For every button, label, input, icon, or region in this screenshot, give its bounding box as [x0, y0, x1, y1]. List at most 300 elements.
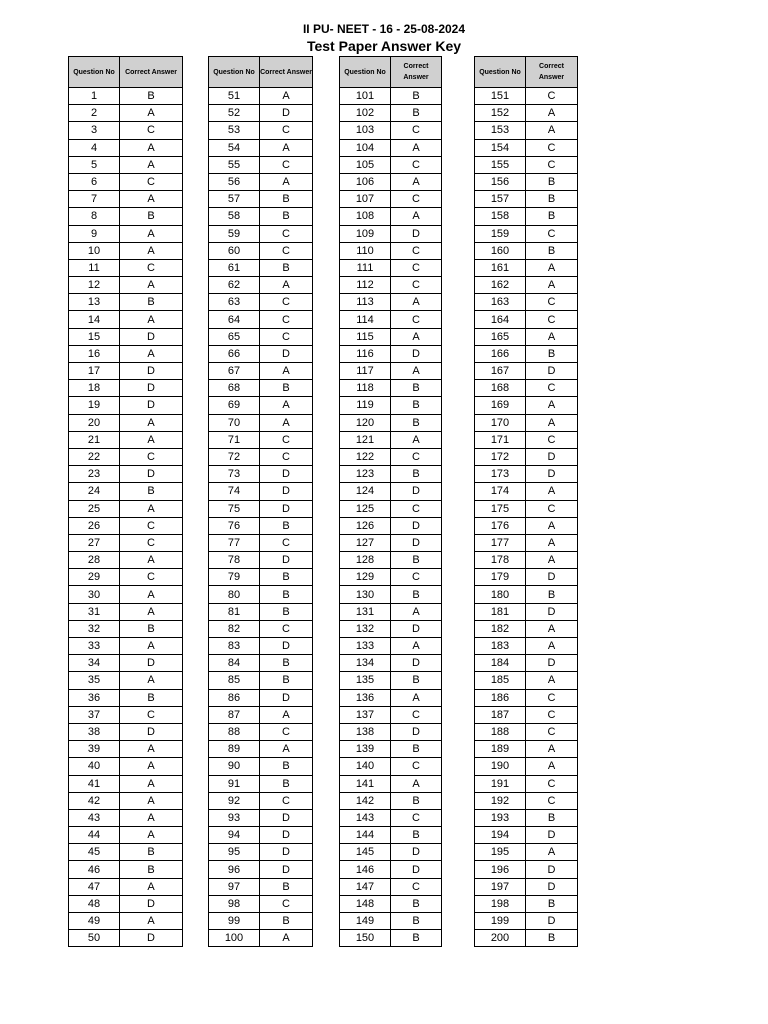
correct-answer-cell: B	[120, 861, 183, 878]
question-number-cell: 44	[69, 827, 120, 844]
correct-answer-cell: C	[391, 259, 442, 276]
table-row	[475, 294, 578, 311]
correct-answer-cell: A	[260, 363, 313, 380]
table-row	[69, 620, 183, 637]
question-number-cell: 107	[340, 191, 391, 208]
correct-answer-cell: A	[391, 603, 442, 620]
correct-answer-cell: A	[120, 139, 183, 156]
correct-answer-cell: A	[526, 483, 578, 500]
question-number-cell: 49	[69, 913, 120, 930]
question-number-cell: 77	[209, 534, 260, 551]
correct-answer-cell: A	[526, 620, 578, 637]
table-row	[209, 380, 313, 397]
table-row	[69, 500, 183, 517]
question-number-cell: 2	[69, 105, 120, 122]
table-row	[475, 586, 578, 603]
table-row	[475, 723, 578, 740]
correct-answer-cell: D	[260, 345, 313, 362]
question-number-cell: 100	[209, 930, 260, 947]
correct-answer-cell: A	[260, 139, 313, 156]
table-row	[340, 277, 442, 294]
question-number-cell: 15	[69, 328, 120, 345]
correct-answer-header: Correct Answer	[260, 57, 313, 88]
question-number-cell: 75	[209, 500, 260, 517]
correct-answer-cell: D	[526, 466, 578, 483]
correct-answer-cell: B	[391, 827, 442, 844]
correct-answer-cell: C	[526, 88, 578, 105]
table-row	[475, 363, 578, 380]
question-number-cell: 59	[209, 225, 260, 242]
correct-answer-cell: D	[260, 844, 313, 861]
correct-answer-cell: C	[526, 294, 578, 311]
table-row	[69, 294, 183, 311]
correct-answer-cell: B	[120, 294, 183, 311]
correct-answer-cell: B	[526, 809, 578, 826]
table-row	[69, 895, 183, 912]
question-number-cell: 152	[475, 105, 526, 122]
correct-answer-cell: C	[120, 569, 183, 586]
question-number-cell: 16	[69, 345, 120, 362]
correct-answer-cell: B	[391, 741, 442, 758]
correct-answer-cell: C	[526, 500, 578, 517]
table-row	[69, 328, 183, 345]
table-row	[209, 259, 313, 276]
correct-answer-cell: D	[526, 569, 578, 586]
correct-answer-cell: B	[391, 792, 442, 809]
correct-answer-cell: A	[120, 638, 183, 655]
table-row	[209, 878, 313, 895]
table-row	[475, 844, 578, 861]
question-number-cell: 69	[209, 397, 260, 414]
table-row	[475, 88, 578, 105]
correct-answer-cell: A	[391, 638, 442, 655]
table-row	[209, 191, 313, 208]
correct-answer-cell: D	[260, 500, 313, 517]
correct-answer-cell: A	[391, 775, 442, 792]
table-row	[209, 534, 313, 551]
question-number-cell: 32	[69, 620, 120, 637]
question-number-cell: 185	[475, 672, 526, 689]
table-row	[69, 380, 183, 397]
table-row	[69, 156, 183, 173]
table-row	[209, 277, 313, 294]
table-row	[69, 311, 183, 328]
correct-answer-cell: D	[120, 328, 183, 345]
question-number-cell: 51	[209, 88, 260, 105]
table-row	[69, 277, 183, 294]
question-number-cell: 56	[209, 173, 260, 190]
table-row	[69, 689, 183, 706]
correct-answer-cell: B	[391, 672, 442, 689]
correct-answer-cell: C	[260, 534, 313, 551]
question-number-cell: 109	[340, 225, 391, 242]
question-number-cell: 73	[209, 466, 260, 483]
question-number-cell: 55	[209, 156, 260, 173]
table-row	[340, 534, 442, 551]
table-row	[340, 259, 442, 276]
correct-answer-cell: C	[526, 156, 578, 173]
table-row	[340, 706, 442, 723]
correct-answer-cell: C	[260, 242, 313, 259]
table-row	[340, 139, 442, 156]
correct-answer-cell: B	[526, 208, 578, 225]
question-number-cell: 140	[340, 758, 391, 775]
correct-answer-cell: A	[120, 758, 183, 775]
correct-answer-cell: B	[391, 895, 442, 912]
correct-answer-cell: B	[260, 208, 313, 225]
correct-answer-cell: A	[120, 827, 183, 844]
table-row	[69, 792, 183, 809]
correct-answer-cell: C	[391, 569, 442, 586]
table-row	[475, 741, 578, 758]
table-row	[69, 363, 183, 380]
question-number-cell: 191	[475, 775, 526, 792]
correct-answer-cell: D	[260, 827, 313, 844]
table-row	[475, 827, 578, 844]
correct-answer-cell: C	[260, 311, 313, 328]
question-number-cell: 25	[69, 500, 120, 517]
question-number-cell: 13	[69, 294, 120, 311]
question-number-cell: 130	[340, 586, 391, 603]
correct-answer-cell: B	[391, 552, 442, 569]
table-row	[69, 139, 183, 156]
correct-answer-cell: D	[391, 861, 442, 878]
question-number-cell: 115	[340, 328, 391, 345]
correct-answer-cell: A	[120, 156, 183, 173]
correct-answer-cell: A	[526, 122, 578, 139]
correct-answer-cell: D	[260, 689, 313, 706]
table-row	[475, 431, 578, 448]
table-row	[340, 758, 442, 775]
correct-answer-cell: A	[260, 88, 313, 105]
correct-answer-cell: C	[260, 225, 313, 242]
question-number-cell: 3	[69, 122, 120, 139]
correct-answer-cell: D	[260, 809, 313, 826]
question-number-cell: 167	[475, 363, 526, 380]
question-number-cell: 118	[340, 380, 391, 397]
table-row	[475, 156, 578, 173]
table-row	[209, 620, 313, 637]
correct-answer-cell: B	[120, 483, 183, 500]
table-row	[340, 363, 442, 380]
question-number-cell: 23	[69, 466, 120, 483]
correct-answer-cell: B	[260, 878, 313, 895]
table-row	[209, 827, 313, 844]
correct-answer-cell: B	[120, 844, 183, 861]
correct-answer-cell: B	[260, 603, 313, 620]
table-row	[475, 620, 578, 637]
question-number-cell: 144	[340, 827, 391, 844]
correct-answer-cell: D	[120, 397, 183, 414]
correct-answer-cell: D	[120, 466, 183, 483]
table-row	[69, 122, 183, 139]
table-row	[475, 792, 578, 809]
question-number-cell: 60	[209, 242, 260, 259]
table-row	[209, 363, 313, 380]
question-number-cell: 187	[475, 706, 526, 723]
question-number-cell: 173	[475, 466, 526, 483]
correct-answer-cell: B	[391, 586, 442, 603]
question-number-cell: 61	[209, 259, 260, 276]
correct-answer-cell: B	[391, 466, 442, 483]
question-number-cell: 83	[209, 638, 260, 655]
correct-answer-cell: A	[260, 414, 313, 431]
question-number-cell: 39	[69, 741, 120, 758]
correct-answer-cell: C	[526, 706, 578, 723]
table-row	[209, 500, 313, 517]
question-number-cell: 154	[475, 139, 526, 156]
table-row	[209, 844, 313, 861]
question-number-cell: 132	[340, 620, 391, 637]
table-row	[209, 552, 313, 569]
correct-answer-cell: C	[526, 723, 578, 740]
question-number-cell: 113	[340, 294, 391, 311]
question-number-cell: 103	[340, 122, 391, 139]
question-number-cell: 192	[475, 792, 526, 809]
table-row	[475, 569, 578, 586]
question-number-cell: 170	[475, 414, 526, 431]
question-number-cell: 18	[69, 380, 120, 397]
question-number-cell: 137	[340, 706, 391, 723]
question-number-cell: 41	[69, 775, 120, 792]
table-row	[340, 191, 442, 208]
table-row	[209, 895, 313, 912]
correct-answer-cell: A	[120, 431, 183, 448]
correct-answer-cell: B	[260, 191, 313, 208]
question-number-cell: 98	[209, 895, 260, 912]
question-number-cell: 104	[340, 139, 391, 156]
table-row	[69, 638, 183, 655]
table-row	[340, 552, 442, 569]
table-row	[340, 930, 442, 947]
question-number-cell: 71	[209, 431, 260, 448]
table-row	[340, 586, 442, 603]
correct-answer-cell: D	[391, 844, 442, 861]
correct-answer-cell: D	[391, 534, 442, 551]
question-number-cell: 159	[475, 225, 526, 242]
correct-answer-header: Correct Answer	[391, 57, 442, 88]
question-number-cell: 151	[475, 88, 526, 105]
question-number-cell: 168	[475, 380, 526, 397]
question-number-cell: 169	[475, 397, 526, 414]
question-number-cell: 43	[69, 809, 120, 826]
question-number-cell: 42	[69, 792, 120, 809]
table-row	[69, 173, 183, 190]
question-number-cell: 164	[475, 311, 526, 328]
question-number-cell: 101	[340, 88, 391, 105]
question-number-cell: 95	[209, 844, 260, 861]
correct-answer-cell: C	[120, 517, 183, 534]
question-number-cell: 29	[69, 569, 120, 586]
question-number-cell: 91	[209, 775, 260, 792]
question-number-cell: 30	[69, 586, 120, 603]
correct-answer-cell: A	[391, 689, 442, 706]
table-row	[475, 105, 578, 122]
answer-key-table-2	[208, 56, 313, 947]
table-row	[475, 466, 578, 483]
table-row	[475, 277, 578, 294]
correct-answer-cell: B	[260, 517, 313, 534]
table-row	[209, 723, 313, 740]
question-number-cell: 174	[475, 483, 526, 500]
correct-answer-cell: A	[120, 414, 183, 431]
question-number-cell: 94	[209, 827, 260, 844]
question-number-cell: 99	[209, 913, 260, 930]
question-number-cell: 24	[69, 483, 120, 500]
question-number-cell: 9	[69, 225, 120, 242]
correct-answer-cell: D	[260, 466, 313, 483]
table-row	[69, 723, 183, 740]
table-row	[209, 345, 313, 362]
document-title: II PU- NEET - 16 - 25-08-2024	[302, 22, 466, 36]
correct-answer-cell: A	[120, 311, 183, 328]
question-no-header: Question No	[340, 57, 391, 88]
table-row	[209, 294, 313, 311]
correct-answer-header: Correct Answer	[526, 57, 578, 88]
correct-answer-cell: B	[260, 672, 313, 689]
question-number-cell: 54	[209, 139, 260, 156]
table-row	[340, 620, 442, 637]
correct-answer-cell: C	[260, 431, 313, 448]
correct-answer-cell: D	[526, 603, 578, 620]
table-row	[209, 672, 313, 689]
correct-answer-cell: C	[260, 156, 313, 173]
table-row	[209, 448, 313, 465]
table-row	[475, 809, 578, 826]
table-row	[340, 328, 442, 345]
correct-answer-cell: C	[391, 122, 442, 139]
question-number-cell: 64	[209, 311, 260, 328]
correct-answer-cell: A	[391, 173, 442, 190]
correct-answer-cell: A	[260, 741, 313, 758]
question-number-cell: 177	[475, 534, 526, 551]
answer-key-table-1	[68, 56, 183, 947]
correct-answer-cell: C	[120, 534, 183, 551]
question-number-cell: 158	[475, 208, 526, 225]
question-number-cell: 194	[475, 827, 526, 844]
question-number-cell: 36	[69, 689, 120, 706]
correct-answer-cell: C	[526, 792, 578, 809]
correct-answer-cell: C	[391, 242, 442, 259]
correct-answer-cell: B	[526, 895, 578, 912]
correct-answer-cell: D	[526, 878, 578, 895]
table-row	[340, 827, 442, 844]
correct-answer-cell: D	[260, 638, 313, 655]
question-number-cell: 102	[340, 105, 391, 122]
table-row	[340, 775, 442, 792]
table-row	[340, 792, 442, 809]
table-row	[340, 603, 442, 620]
correct-answer-cell: C	[526, 380, 578, 397]
correct-answer-cell: D	[391, 517, 442, 534]
table-row	[69, 105, 183, 122]
question-number-cell: 45	[69, 844, 120, 861]
correct-answer-cell: A	[120, 809, 183, 826]
table-row	[340, 225, 442, 242]
correct-answer-cell: A	[391, 431, 442, 448]
question-number-cell: 186	[475, 689, 526, 706]
correct-answer-cell: B	[120, 208, 183, 225]
table-row	[209, 775, 313, 792]
table-row	[69, 259, 183, 276]
question-number-cell: 195	[475, 844, 526, 861]
correct-answer-cell: C	[120, 706, 183, 723]
question-number-cell: 129	[340, 569, 391, 586]
correct-answer-cell: D	[120, 930, 183, 947]
question-number-cell: 116	[340, 345, 391, 362]
table-row	[69, 672, 183, 689]
correct-answer-cell: C	[260, 895, 313, 912]
question-number-cell: 117	[340, 363, 391, 380]
question-number-cell: 10	[69, 242, 120, 259]
correct-answer-cell: B	[526, 242, 578, 259]
correct-answer-cell: C	[391, 706, 442, 723]
correct-answer-cell: B	[526, 191, 578, 208]
table-row	[340, 844, 442, 861]
table-row	[475, 380, 578, 397]
question-number-cell: 78	[209, 552, 260, 569]
question-number-cell: 108	[340, 208, 391, 225]
correct-answer-cell: A	[526, 672, 578, 689]
question-number-cell: 121	[340, 431, 391, 448]
question-number-cell: 196	[475, 861, 526, 878]
table-row	[209, 328, 313, 345]
correct-answer-cell: B	[260, 775, 313, 792]
correct-answer-cell: D	[391, 655, 442, 672]
table-row	[340, 242, 442, 259]
question-number-cell: 153	[475, 122, 526, 139]
table-row	[69, 208, 183, 225]
question-number-cell: 166	[475, 345, 526, 362]
question-number-cell: 106	[340, 173, 391, 190]
question-number-cell: 124	[340, 483, 391, 500]
correct-answer-cell: A	[526, 741, 578, 758]
table-row	[209, 156, 313, 173]
table-row	[475, 414, 578, 431]
table-row	[209, 88, 313, 105]
table-row	[209, 208, 313, 225]
question-number-cell: 142	[340, 792, 391, 809]
table-row	[340, 689, 442, 706]
correct-answer-cell: B	[391, 88, 442, 105]
correct-answer-cell: B	[260, 259, 313, 276]
question-number-cell: 7	[69, 191, 120, 208]
correct-answer-cell: A	[120, 586, 183, 603]
correct-answer-cell: A	[526, 414, 578, 431]
question-number-cell: 57	[209, 191, 260, 208]
correct-answer-cell: C	[391, 311, 442, 328]
table-row	[475, 448, 578, 465]
table-row	[475, 242, 578, 259]
question-number-cell: 86	[209, 689, 260, 706]
correct-answer-cell: C	[391, 809, 442, 826]
question-number-cell: 47	[69, 878, 120, 895]
table-row	[340, 156, 442, 173]
table-row	[475, 397, 578, 414]
table-row	[475, 689, 578, 706]
question-number-cell: 28	[69, 552, 120, 569]
table-row	[69, 741, 183, 758]
question-number-cell: 14	[69, 311, 120, 328]
question-number-cell: 33	[69, 638, 120, 655]
table-row	[209, 173, 313, 190]
correct-answer-cell: D	[526, 655, 578, 672]
question-number-cell: 189	[475, 741, 526, 758]
question-no-header: Question No	[209, 57, 260, 88]
correct-answer-cell: D	[260, 105, 313, 122]
question-number-cell: 17	[69, 363, 120, 380]
table-row	[69, 517, 183, 534]
